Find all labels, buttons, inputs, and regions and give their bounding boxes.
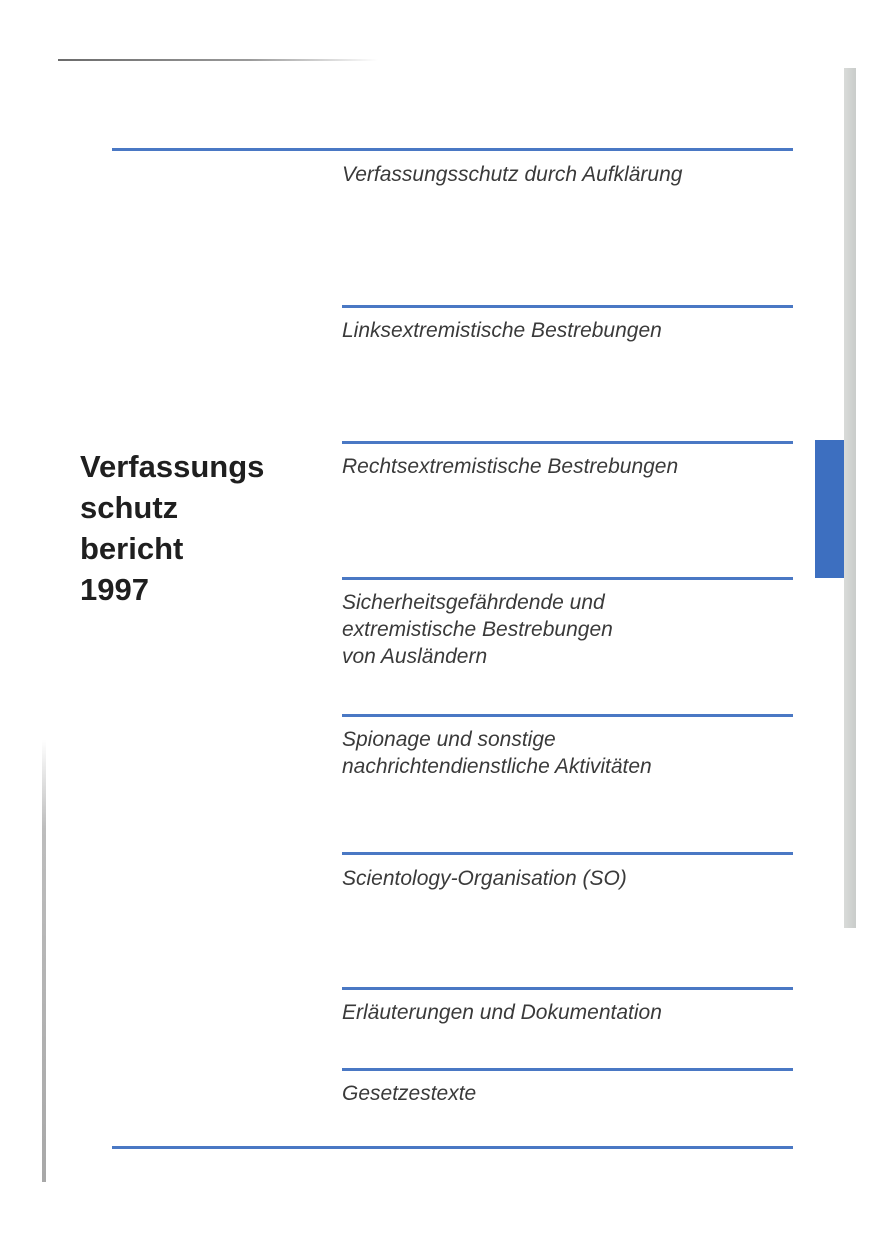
section-divider-top — [112, 148, 793, 151]
section-divider — [342, 987, 793, 990]
chapter-marker-tab — [815, 440, 844, 578]
section-label-aufklaerung: Verfassungsschutz durch Aufklärung — [342, 163, 683, 186]
section-label-dokumentation: Erläuterungen und Dokumentation — [342, 1001, 662, 1024]
section-label-rechtsextremismus: Rechtsextremistische Bestrebungen — [342, 455, 679, 478]
section-divider — [342, 1068, 793, 1071]
title-line-1: Verfassungs — [80, 449, 265, 484]
section-divider — [342, 441, 793, 444]
report-title — [80, 446, 320, 610]
title-year: 1997 — [80, 572, 149, 607]
section-label-spionage: Spionage und sonstige nachrichtendienstliche Aktivitäten — [342, 728, 652, 778]
section-label-auslaender: Sicherheitsgefährdende und extremistische Bestrebungen von Ausländern — [342, 591, 613, 668]
section-divider — [342, 852, 793, 855]
section-divider — [342, 714, 793, 717]
section-label-gesetzestexte: Gesetzestexte — [342, 1082, 477, 1105]
section-divider — [342, 305, 793, 308]
scan-right-edge — [844, 68, 856, 928]
scan-top-edge — [58, 59, 378, 61]
scan-left-edge — [42, 740, 46, 1182]
title-line-2: schutz — [80, 490, 179, 525]
section-label-scientology: Scientology-Organisation (SO) — [342, 867, 627, 890]
section-label-linksextremismus: Linksextremistische Bestrebungen — [342, 319, 662, 342]
section-divider — [342, 577, 793, 580]
title-line-3: bericht — [80, 531, 184, 566]
section-divider-bottom — [112, 1146, 793, 1149]
